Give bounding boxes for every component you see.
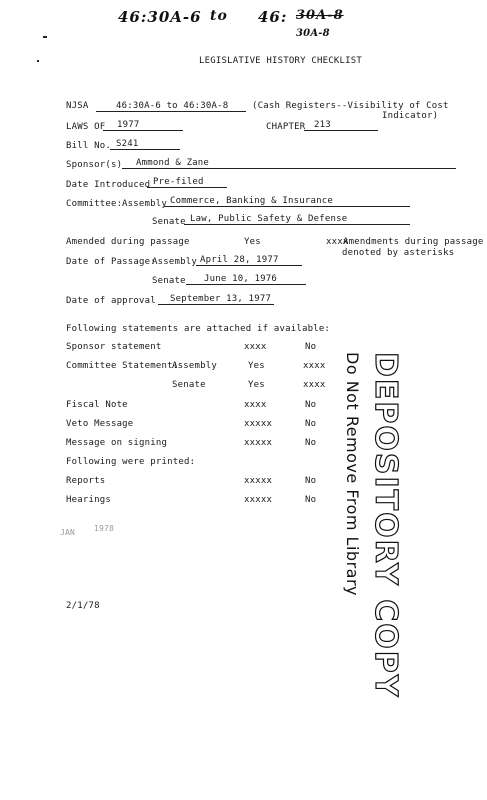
- date-of-approval-value: September 13, 1977: [158, 294, 274, 305]
- committee-assembly-label: Assembly: [122, 199, 167, 209]
- do-not-remove-stamp: Do Not Remove From Library: [343, 352, 362, 596]
- page-title: LEGISLATIVE HISTORY CHECKLIST: [199, 56, 362, 66]
- chapter-value: 213: [304, 120, 378, 131]
- footer-date: 2/1/78: [66, 601, 100, 611]
- statement-no: No: [305, 419, 317, 429]
- amended-note: Amendments during passage: [343, 237, 484, 247]
- scan-speck: [37, 60, 39, 62]
- amended-label: Amended during passage: [66, 237, 190, 247]
- attached-heading: Following statements are attached if available:: [66, 324, 331, 334]
- sponsors-value: Ammond & Zane: [122, 158, 456, 169]
- printed-label: Hearings: [66, 495, 111, 505]
- njsa-value: 46:30A-6 to 46:30A-8: [96, 101, 246, 112]
- passage-senate-label: Senate: [152, 276, 186, 286]
- committee-label: Committee:: [66, 199, 123, 209]
- faint-stamp-month: JAN: [60, 528, 76, 537]
- statement-yes: Yes: [248, 380, 265, 390]
- committee-senate-label: Senate: [152, 217, 186, 227]
- handwritten-range-end-corrected: 30A-8: [296, 28, 330, 39]
- statement-no: No: [305, 400, 317, 410]
- njsa-label: NJSA: [66, 101, 89, 111]
- laws-of-label: LAWS OF: [66, 122, 106, 132]
- printed-heading: Following were printed:: [66, 457, 196, 467]
- handwritten-range-end: 46:: [258, 8, 288, 26]
- statement-no: xxxx: [303, 380, 326, 390]
- printed-yes: xxxxx: [244, 495, 273, 505]
- statement-yes: xxxx: [244, 400, 267, 410]
- printed-yes: xxxxx: [244, 476, 273, 486]
- committee-assembly-value: Commerce, Banking & Insurance: [164, 196, 410, 207]
- printed-no: No: [305, 495, 317, 505]
- laws-of-value: 1977: [103, 120, 183, 131]
- bill-no-label: Bill No.: [66, 141, 111, 151]
- statement-no: No: [305, 438, 317, 448]
- date-of-passage-label: Date of Passage:: [66, 257, 156, 267]
- statement-label: Message on signing: [66, 438, 168, 448]
- faint-stamp-year: 1978: [94, 524, 115, 533]
- amended-note-cont: denoted by asterisks: [342, 248, 455, 258]
- statement-no: No: [305, 342, 317, 352]
- scan-speck: [43, 36, 47, 38]
- statement-yes: xxxxx: [244, 438, 273, 448]
- statement-yes: xxxx: [244, 342, 267, 352]
- njsa-description-cont: Indicator): [382, 111, 439, 121]
- bill-no-value: S241: [110, 139, 180, 150]
- statement-label: Fiscal Note: [66, 400, 128, 410]
- statement-label: Veto Message: [66, 419, 134, 429]
- printed-no: No: [305, 476, 317, 486]
- passage-senate-value: June 10, 1976: [186, 274, 306, 285]
- committee-senate-value: Law, Public Safety & Defense: [184, 214, 410, 225]
- handwritten-range-end-struck: 30A-8: [296, 8, 344, 23]
- statement-no: xxxx: [303, 361, 326, 371]
- amended-no-struck: xxxx: [326, 237, 349, 247]
- statement-label: Sponsor statement: [66, 342, 162, 352]
- njsa-description: (Cash Registers--Visibility of Cost: [252, 101, 449, 111]
- statement-yes: xxxxx: [244, 419, 273, 429]
- date-introduced-label: Date Introduced: [66, 180, 151, 190]
- date-of-approval-label: Date of approval: [66, 296, 156, 306]
- amended-yes: Yes: [244, 237, 261, 247]
- statement-sub-label: Assembly: [172, 361, 217, 371]
- chapter-label: CHAPTER: [266, 122, 306, 132]
- sponsors-label: Sponsor(s): [66, 160, 123, 170]
- statement-sub-label: Senate: [172, 380, 206, 390]
- statement-yes: Yes: [248, 361, 265, 371]
- date-introduced-value: Pre-filed: [147, 177, 227, 188]
- statement-label: Committee Statement:: [66, 361, 179, 371]
- printed-label: Reports: [66, 476, 106, 486]
- passage-assembly-label: Assembly: [152, 257, 197, 267]
- handwritten-connector: to: [210, 8, 228, 24]
- depository-copy-stamp: DEPOSITORY COPY: [368, 352, 403, 699]
- passage-assembly-value: April 28, 1977: [196, 255, 302, 266]
- handwritten-range-start: 46:30A-6: [118, 8, 202, 26]
